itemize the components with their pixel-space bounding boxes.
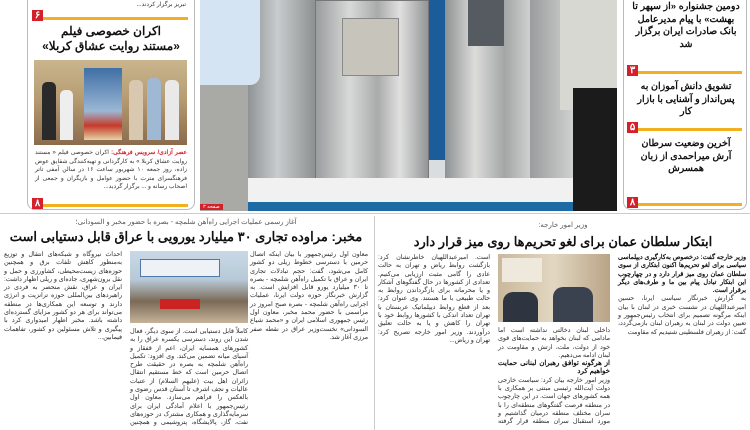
page-tag: صفحه ۳ (200, 204, 223, 210)
article-column (618, 254, 746, 337)
headline[interactable]: مخبر: مراوده تجاری ۳۰ میلیارد یورویی با عراق قابل دستیابی است (9, 229, 363, 244)
caption-text: اکران خصوصی فیلم « مستند روایت عشاق کربلا » به کارگردانی و تهیه‌کنندگی شقایق عوض زاده، روز جمعه ۱۰ شهریور ساعت ۱۶ در سالن آمفی تاتر فرهنگسرای مترت با حضور عوامل و بازیگران و جمعی از اصحاب رسانه و ... برگزار گردید... (35, 150, 187, 190)
article-right (376, 214, 750, 430)
divider-line (43, 204, 188, 207)
page-badge: ۸ (627, 197, 638, 208)
press-conference-photo (498, 254, 610, 322)
subheading: از هرگونه توافق رهبران لبنانی حمایت خواهیم کرد (498, 360, 610, 376)
divider-line (638, 203, 742, 206)
article-flow (4, 251, 248, 428)
headline[interactable]: ابتکار سلطان عمان برای لغو تحریم‌ها روی میز قرار دارد (413, 234, 713, 249)
headline-1[interactable]: اکران خصوصی فیلم (60, 24, 161, 38)
kicker: وزیر امور خارجه: (538, 222, 588, 229)
right-headlines-box (623, 0, 747, 210)
article-column: معاون اول رئیس‌جمهور با بیان اینکه اتصال حرمین با دسترسی خطوط ریلی دو کشور کامل می‌شود، گفت: حجم تبادلات تجاری ایران و عراق با تکمیل راه‌آهن شلمچه - بصره تا ۳۰ میلیارد یورو قابل افزایش است. به گزارش خبرنگار حوزه دولت ایرنا، عملیات اجرایی راه‌آهن شلمچه - بصره صبح امروز در مراسمی با حضور محمد مخبر، معاون اول رئیس جمهوری اسلامی ایران و «محمد شیاع السودانی» نخست‌وزیر عراق در نقطه صفر مرزی آغاز شد. (250, 251, 369, 341)
caption (35, 149, 187, 192)
headline-2[interactable]: «مستند روایت عشاق کربلا» (42, 39, 180, 53)
divider-line (638, 128, 742, 131)
article-flow (378, 254, 610, 428)
page-badge: ۶ (32, 10, 43, 21)
caption-source: عصر آزادی/ سرویس فرهنگی: (111, 150, 188, 156)
film-screening-photo (34, 60, 187, 145)
ceremony-photo (130, 251, 248, 323)
headline-item[interactable]: تشویق دانش آموزان به پس‌انداز و آشنایی با بازار کار (637, 81, 735, 117)
article-column: کاملاً قابل دستیابی است. از سوی دیگر، فعال شدن این روند، دسترسی یکسره عراق را به کشورهای همسایه ایران، اعم از قفقاز و آسیای میانه تضمین می‌کند. وی افزود: تکمیل راه‌آهن شلمچه به بصره در حقیقت طرح اتصال حرمین است که خط مستقیم انتقال زائران اهل بیت (علیهم السلام) از عتبات عالیات و نجف اشرف تا آستان قدس رضوی و بالعکس را فراهم می‌سازد. معاون اول رئیس‌جمهور با اعلام آمادگی ایران برای سرمایه‌گذاری و همکاری مشترک در حوزه‌های نفت، گاز، پالایشگاه، پتروشیمی و همچنین احداث نیروگاه و شبکه‌های انتقال و توزیع به‌منظور کاهش تلفات برق و همچنین حوزه‌های زیست‌محیطی، کشاورزی و حمل و نقل برون‌شهری، جاده‌ای و ریلی اظهار داشت: ایران و عراق، نقش منحصر به فردی در راهبردهای بین‌المللی حوزه ترانزیت و انرژی دارند و توسعه این همکاری‌ها در منطقه می‌تواند برای هر دو کشور مزایای گسترده‌ای داشته باشد. مخبر اظهار امیدواری کرد با پیگیری و تلاش مسئولین دو کشور، تفاهمات فیمابین... (4, 251, 248, 427)
left-news-box (27, 0, 195, 210)
kicker: آغاز رسمی عملیات اجرایی راه‌آهن شلمچه - بصره با حضور مخبر و السودانی؛ (75, 219, 297, 226)
divider-line (43, 17, 188, 20)
article-left (0, 214, 372, 430)
page-badge: ۵ (627, 122, 638, 133)
page-badge: ۳ (627, 65, 638, 76)
top-snippet: تبریز برگزار کردند... (136, 2, 186, 8)
page-badge: ۸ (32, 198, 43, 209)
headline-item[interactable]: دومین جشنواره «از سپهر تا بهشت» با پیام مدیرعامل بانک صادرات ایران برگزار شد (632, 1, 740, 50)
column-divider (374, 216, 375, 430)
lead: وزیر خارجه گفت: درخصوص به‌کارگیری دیپلماسی سیاسی برای لغو تحریم‌ها اکنون ابتکاری از سوی سلطان عمان روی میز قرار دارد و در چهارچوب این ابتکار تبادل پیام بین ما و طرف‌های دیگر برقرار است. (618, 254, 746, 295)
paragraph: به گزارش خبرنگار سیاسی ایرنا، حسین امیرعبداللهیان در نشست خبری در لبنان با بیان اینکه مرگونه تصمیم برای انتخاب رئیس‌جمهور و تعیین دولت در لبنان به رهبران لبنان بازمی‌گردد، گفت: از رهبران فلسطینی شنیدیم که مقاومت (618, 295, 746, 336)
headline-item[interactable]: آخرین وضعیت سرطان آرش میراحمدی از زبان همسرش (640, 138, 732, 174)
paragraph: وزیر امور خارجه بیان کرد: سیاست خارجی دولت آیت‌الله رئیسی مبتنی بر همکاری با همه کشورهای جهان است. در این چارچوب در منطقه فرصت گفتگوهای منطقه‌ای را با سران مختلف منطقه درمیان گذاشتیم و مورد استقبال سران منطقه قرار گرفته است. امیرعبداللهیان خاطرنشان کرد: بازگشت روابط ریاض و تهران به حالت عادی را گامی مثبت ارزیابی می‌کنیم. تعدادی از کشورها در حال گفتگوهای آشکار و یا محرمانه برای بازگرداندن روابط به حالت طبیعی با ما هستند. وی عنوان کرد: بعد از قطع روابط دیپلماتیک عربستان با تهران تعداد اندکی با کشورها روابط خود با تهران را کاهش و یا به حالت تعلیق درآوردند. وزیر امور خارجه تصریح کرد: تهران و ریاض... (378, 254, 610, 426)
paragraph: داخلی لبنان دخالتی نداشته است اما مادامی که لبنان بخواهد به حمایت‌های قوی خود از دولت، ملت، ارتش و مقاومت در لبنان ادامه می‌دهیم. (498, 327, 610, 359)
refrigerator-photo (200, 0, 617, 211)
divider-line (638, 71, 742, 74)
